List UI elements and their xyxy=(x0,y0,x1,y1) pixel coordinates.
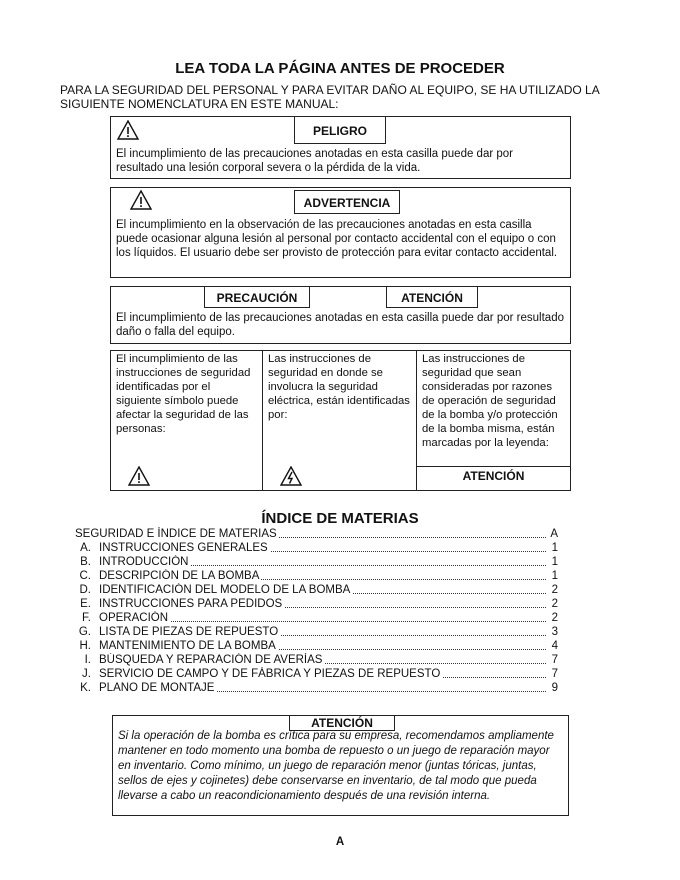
toc-page: 2 xyxy=(551,612,558,624)
toc-row xyxy=(75,639,558,653)
page-number: A xyxy=(335,836,345,848)
precaucion-text: El incumplimiento de las precauciones anotadas en esta casilla puede dar por resultado daño o falla del equipo. xyxy=(116,312,564,338)
toc-heading: ÍNDICE DE MATERIAS xyxy=(261,510,419,527)
symbols-col3-divider xyxy=(417,466,570,467)
toc-letter: F. xyxy=(82,612,91,624)
toc-page: 3 xyxy=(551,626,558,638)
toc-label: PLANO DE MONTAJE xyxy=(99,682,215,694)
toc-page: 2 xyxy=(551,598,558,610)
toc-letter: J. xyxy=(82,668,91,680)
toc-row xyxy=(75,653,558,667)
toc-row xyxy=(75,569,558,583)
precaucion-label: PRECAUCIÓN xyxy=(204,286,310,308)
symbols-col2-text: Las instrucciones de seguridad en donde se involucra la seguridad eléctrica, están identificadas por: xyxy=(268,353,410,421)
toc-page: 9 xyxy=(551,682,558,694)
toc-page: 2 xyxy=(551,584,558,596)
advertencia-label: ADVERTENCIA xyxy=(294,190,400,214)
symbols-atencion-label: ATENCIÓN xyxy=(462,469,525,483)
toc-page: 1 xyxy=(551,556,558,568)
toc-label: IDENTIFICACIÓN DEL MODELO DE LA BOMBA xyxy=(99,584,351,596)
toc-letter: D. xyxy=(79,584,91,596)
advertencia-text: El incumplimiento en la observación de las precauciones anotadas en esta casilla puede ocasionar alguna lesión al personal por contacto accidental con el equipo o con los líquidos. El usuario debe ser provisto de protección para evitar contacto accidental. xyxy=(116,219,558,259)
toc-row xyxy=(75,611,558,625)
toc-row xyxy=(75,541,558,555)
toc-row xyxy=(75,667,558,681)
peligro-text: El incumplimiento de las precauciones anotadas en esta casilla puede dar por resultado una lesión corporal severa o la pérdida de la vida. xyxy=(116,148,513,174)
toc-letter: K. xyxy=(80,682,91,694)
toc-first-page: A xyxy=(550,528,558,540)
toc-label: SERVICIO DE CAMPO Y DE FÁBRICA Y PIEZAS DE REPUESTO xyxy=(99,668,441,680)
toc-letter: I. xyxy=(84,654,91,666)
toc-letter: H. xyxy=(79,640,91,652)
note-label: ATENCIÓN xyxy=(289,715,395,731)
warning-triangle-icon xyxy=(130,190,152,210)
toc-first-row xyxy=(75,527,558,541)
toc-label: DESCRIPCIÓN DE LA BOMBA xyxy=(99,570,260,582)
toc-letter: G. xyxy=(78,626,91,638)
toc-label: BÚSQUEDA Y REPARACIÓN DE AVERÍAS xyxy=(99,654,323,666)
toc-label: OPERACIÓN xyxy=(99,612,169,624)
toc-label: INTRODUCCIÓN xyxy=(99,556,189,568)
toc-label: INSTRUCCIONES GENERALES xyxy=(99,542,268,554)
toc-letter: A. xyxy=(80,542,91,554)
toc-letter: E. xyxy=(80,598,91,610)
toc-page: 4 xyxy=(551,640,558,652)
toc-label: MANTENIMIENTO DE LA BOMBA xyxy=(99,640,276,652)
toc-row xyxy=(75,583,558,597)
toc-row xyxy=(75,555,558,569)
atencion-label: ATENCIÓN xyxy=(386,286,478,308)
peligro-label: PELIGRO xyxy=(294,116,386,144)
symbols-col3-text: Las instrucciones de seguridad que sean consideradas por razones de operación de seguridad de la bomba y/o protección de la bomba misma, están marcadas por la leyenda: xyxy=(422,353,558,449)
symbols-table xyxy=(110,350,571,491)
toc-row xyxy=(75,597,558,611)
symbols-col1-text: El incumplimiento de las instrucciones de seguridad identificadas por el siguiente símbolo puede afectar la seguridad de las personas: xyxy=(116,353,251,435)
intro-text: PARA LA SEGURIDAD DEL PERSONAL Y PARA EVITAR DAÑO AL EQUIPO, SE HA UTILIZADO LA SIGUIENTE NOMENCLATURA EN ESTE MANUAL: xyxy=(60,83,600,111)
warning-triangle-icon xyxy=(128,466,150,486)
electrical-hazard-icon xyxy=(280,466,302,486)
toc-letter: B. xyxy=(80,556,91,568)
page-title: LEA TODA LA PÁGINA ANTES DE PROCEDER xyxy=(175,60,505,77)
toc-page: 1 xyxy=(551,570,558,582)
toc-label: LISTA DE PIEZAS DE REPUESTO xyxy=(99,626,279,638)
toc-row xyxy=(75,625,558,639)
note-text: Si la operación de la bomba es crítica para su empresa, recomendamos ampliamente mantener en todo momento una bomba de repuesto o un juego de reparación mayor en inventario. Como mínimo, un juego de reparación menor (juntas tóricas, juntas, sellos de ejes y cojinetes) debe conservarse en inventario, de tal modo que pueda llevarse a cabo un reacondicionamiento después de una revisión interna. xyxy=(118,730,554,802)
toc-page: 7 xyxy=(551,668,558,680)
toc-row xyxy=(75,681,558,695)
warning-triangle-icon xyxy=(117,120,139,140)
toc-label: INSTRUCCIONES PARA PEDIDOS xyxy=(99,598,283,610)
toc-page: 1 xyxy=(551,542,558,554)
toc-letter: C. xyxy=(79,570,91,582)
toc-page: 7 xyxy=(551,654,558,666)
toc-first-label: SEGURIDAD E ÍNDICE DE MATERIAS xyxy=(75,528,277,540)
